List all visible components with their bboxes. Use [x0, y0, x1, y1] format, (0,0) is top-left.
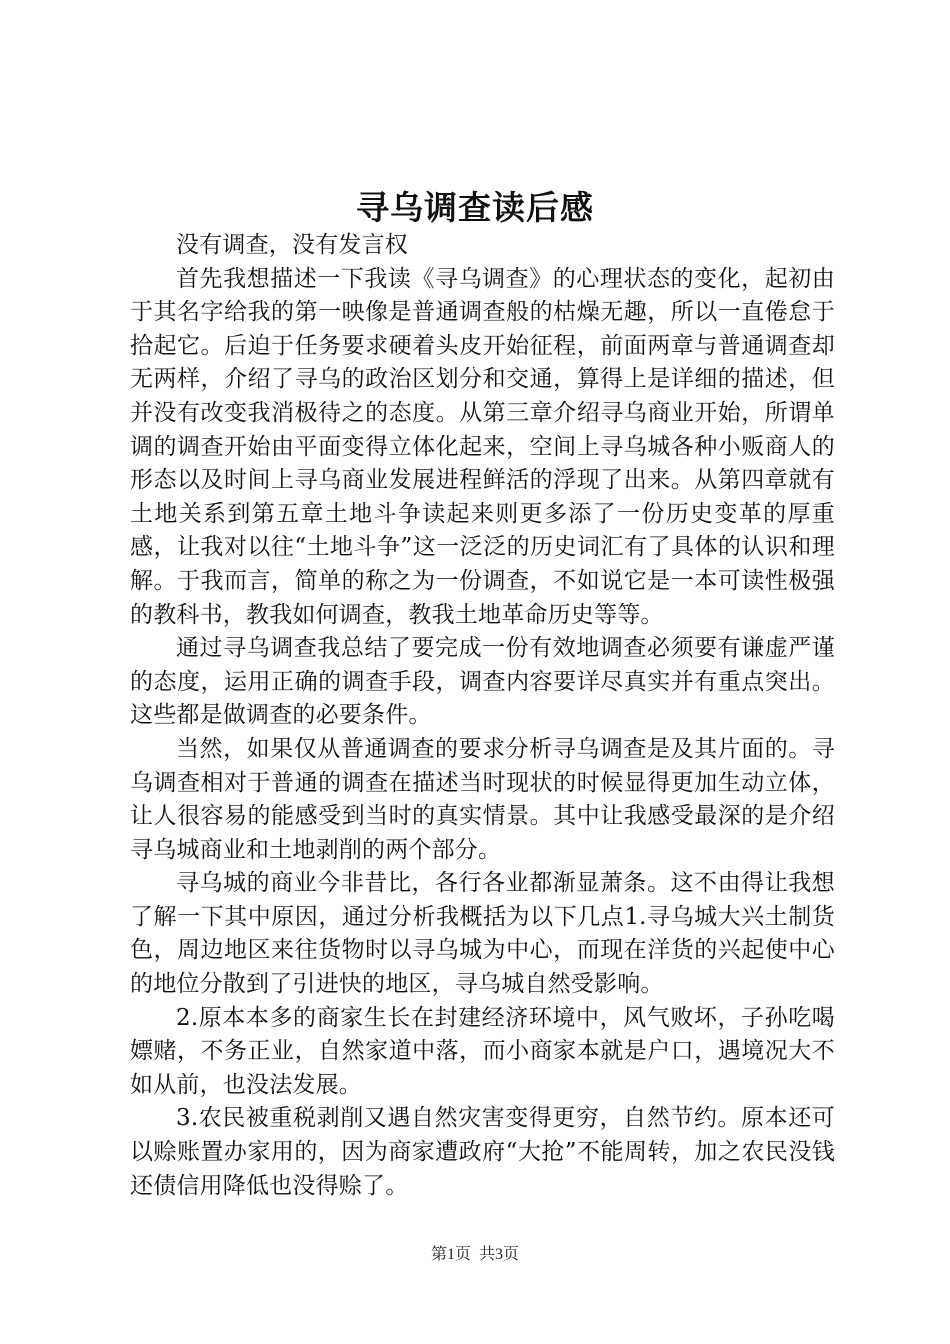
- page-number-footer: 第1页 共3页: [430, 1246, 519, 1263]
- paragraph-point-2: 2.原本本多的商家生长在封建经济环境中，风气败坏，子孙吃喝嫖赌，不务正业，自然家道中落，而小商家本就是户口，遇境况大不如从前，也没法发展。: [130, 1004, 835, 1098]
- paragraph-vivid-description: 当然，如果仅从普通调查的要求分析寻乌调查是及其片面的。寻乌调查相对于普通的调查在描述当时现状的时候显得更加生动立体，让人很容易的能感受到当时的真实情景。其中让我感受最深的是介绍寻乌城商业和土地剥削的两个部分。: [130, 735, 835, 863]
- paragraph-point-3: 3.农民被重税剥削又遇自然灾害变得更穷，自然节约。原本还可以赊账置办家用的，因为商家遭政府“大抢”不能周转，加之农民没钱还债信用降低也没得赊了。: [130, 1105, 835, 1199]
- paragraph-reading-impression: 首先我想描述一下我读《寻乌调查》的心理状态的变化，起初由于其名字给我的第一映像是普通调查般的枯燥无趣，所以一直倦怠于拾起它。后迫于任务要求硬着头皮开始征程，前面两章与普通调查却无两样，介绍了寻乌的政治区划分和交通，算得上是详细的描述，但并没有改变我消极待之的态度。从第三章介绍寻乌商业开始，所谓单调的调查开始由平面变得立体化起来，空间上寻乌城各种小贩商人的形态以及时间上寻乌商业发展进程鲜活的浮现了出来。从第四章就有土地关系到第五章土地斗争读起来则更多添了一份历史变革的厚重感，让我对以往“土地斗争”这一泛泛的历史词汇有了具体的认识和理解。于我而言，简单的称之为一份调查，不如说它是一本可读性极强的教科书，教我如何调查，教我土地革命历史等等。: [130, 265, 835, 628]
- document-body: [130, 229, 835, 1203]
- paragraph-survey-conditions: 通过寻乌调查我总结了要完成一份有效地调查必须要有谦虚严谨的态度，运用正确的调查手段，调查内容要详尽真实并有重点突出。这些都是做调查的必要条件。: [130, 635, 835, 729]
- paragraph-subtitle: 没有调查，没有发言权: [176, 232, 408, 258]
- paragraph-commerce-decline: 寻乌城的商业今非昔比，各行各业都渐显萧条。这不由得让我想了解一下其中原因，通过分析我概括为以下几点1.寻乌城大兴土制货色，周边地区来往货物时以寻乌城为中心，而现在洋货的兴起使中心的地位分散到了引进快的地区，寻乌城自然受影响。: [130, 870, 835, 998]
- document-title: 寻乌调查读后感: [356, 188, 594, 227]
